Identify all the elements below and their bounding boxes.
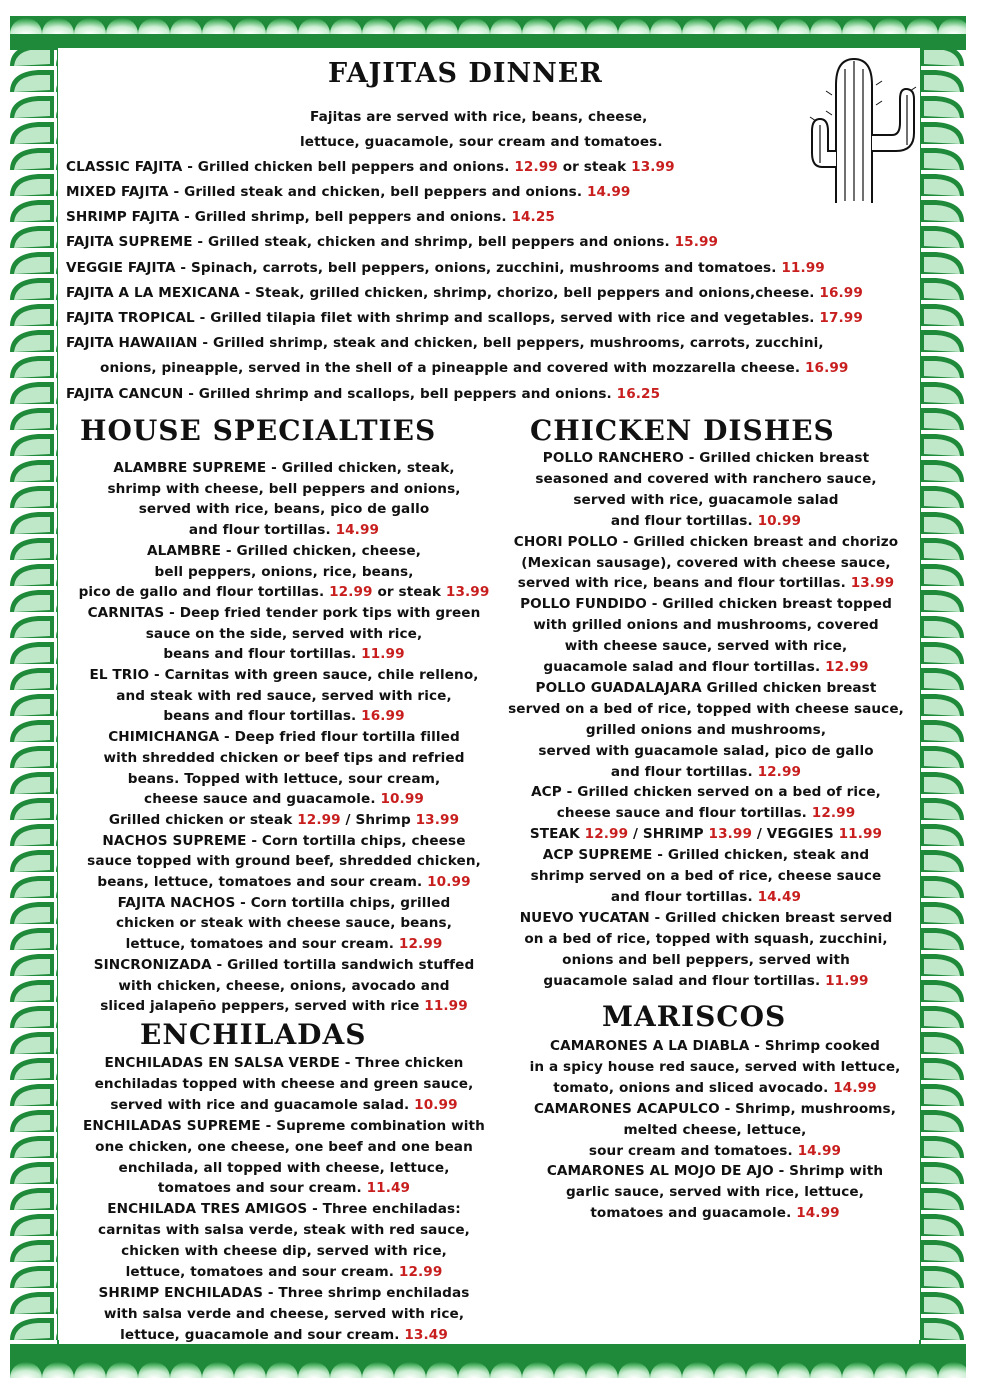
cactus-icon: [808, 55, 920, 205]
fajitas-line: [66, 309, 863, 327]
item-text: garlic sauce, served with rice, lettuce,: [565, 1184, 865, 1201]
item-text: cheese sauce and flour tortillas.: [556, 805, 807, 822]
fajitas-line: [66, 158, 675, 176]
chicken-line: [494, 637, 918, 655]
chicken-line: [494, 825, 918, 843]
mariscos-line: [510, 1058, 920, 1076]
item-text: beans, lettuce, tomatoes and sour cream.: [97, 874, 423, 890]
house-line: [64, 480, 504, 498]
item-text: / Shrimp: [345, 811, 411, 828]
item-text: enchilada, all topped with cheese, lettuce,: [118, 1159, 450, 1176]
house-line: [64, 914, 504, 932]
item-text: ALAMBRE - Grilled chicken, cheese,: [147, 542, 421, 559]
item-text: and steak with red sauce, served with rice,: [116, 687, 452, 704]
item-text: served with rice and guacamole salad.: [110, 1096, 410, 1113]
item-text: POLLO RANCHERO - Grilled chicken breast: [542, 450, 870, 466]
price: 12.99: [811, 805, 856, 822]
item-text: and flour tortillas.: [610, 763, 753, 780]
item-text: CHORI POLLO - Grilled chicken breast and chorizo: [513, 533, 899, 550]
item-text: or steak: [377, 584, 442, 601]
item-text: with shredded chicken or beef tips and refried: [103, 749, 465, 766]
fajitas-line: [66, 233, 718, 251]
chicken-line: [494, 449, 918, 467]
price: 12.99: [584, 826, 629, 843]
item-text: sour cream and tomatoes.: [588, 1142, 793, 1159]
fajitas-line: [66, 385, 660, 403]
item-text: pico de gallo and flour tortillas.: [78, 584, 325, 601]
item-text: FAJITA HAWAIIAN - Grilled shrimp, steak and chicken, bell peppers, mushrooms, carrots, zucchini,: [66, 335, 824, 351]
price: 13.99: [850, 575, 895, 592]
item-text: beans and flour tortillas.: [163, 646, 357, 663]
enchiladas-line: [64, 1200, 504, 1218]
chicken-line: [494, 742, 918, 760]
item-text: served with rice, guacamole salad: [573, 491, 839, 508]
item-text: Grilled chicken or steak: [108, 811, 293, 828]
item-text: lettuce, tomatoes and sour cream.: [125, 1264, 395, 1280]
item-text: guacamole salad and flour tortillas.: [543, 659, 821, 675]
price: 15.99: [674, 234, 719, 250]
item-text: sauce topped with ground beef, shredded chicken,: [87, 853, 481, 870]
item-text: ENCHILADAS EN SALSA VERDE - Three chicken: [104, 1055, 464, 1071]
chicken-line: [494, 616, 918, 634]
item-text: / SHRIMP: [633, 826, 704, 843]
item-text: in a spicy house red sauce, served with lettuce,: [529, 1058, 901, 1075]
item-text: onions, pineapple, served in the shell of a pineapple and covered with mozzarella cheese.: [100, 360, 801, 376]
price: 14.99: [797, 1142, 842, 1159]
house-line: [64, 542, 504, 560]
item-text: or steak: [562, 159, 627, 175]
house-line: [64, 832, 504, 850]
mariscos-line: [510, 1183, 920, 1201]
price: 14.99: [833, 1079, 877, 1096]
item-text: served with rice, beans and flour tortillas.: [517, 575, 846, 592]
price: 14.49: [757, 888, 802, 905]
item-text: FAJITA TROPICAL - Grilled tilapia filet with shrimp and scallops, served with rice and vegetables.: [66, 310, 815, 326]
chicken-line: [494, 804, 918, 822]
mariscos-line: [510, 1121, 920, 1139]
price: 11.99: [424, 998, 468, 1015]
house-line: [64, 749, 504, 767]
item-text: STEAK: [529, 826, 580, 843]
price: 12.99: [757, 763, 802, 780]
item-text: ENCHILADAS SUPREME - Supreme combination with: [83, 1117, 485, 1134]
chicken-line: [494, 595, 918, 613]
item-text: chicken or steak with cheese sauce, beans,: [115, 915, 452, 932]
house-line: [64, 997, 504, 1015]
house-line: [64, 645, 504, 663]
item-text: chicken with cheese dip, served with rice,: [121, 1243, 447, 1260]
item-text: ALAMBRE SUPREME - Grilled chicken, steak,: [113, 460, 455, 476]
house-line: [64, 811, 504, 829]
fajitas-line: [66, 183, 630, 201]
item-text: carnitas with salsa verde, steak with red sauce,: [98, 1222, 470, 1239]
house-line: [64, 687, 504, 705]
item-text: ACP SUPREME - Grilled chicken, steak and: [542, 847, 870, 864]
item-text: shrimp served on a bed of rice, cheese sauce: [530, 868, 882, 884]
item-text: CAMARONES AL MOJO DE AJO - Shrimp with: [546, 1163, 884, 1180]
item-text: CAMARONES A LA DIABLA - Shrimp cooked: [550, 1038, 880, 1054]
chicken-line: [494, 763, 918, 781]
price: 11.99: [361, 646, 405, 663]
fajitas-line: [66, 334, 824, 352]
chicken-line: [494, 679, 918, 697]
item-text: lettuce, guacamole and sour cream.: [120, 1326, 400, 1343]
enchiladas-line: [64, 1138, 504, 1156]
fajitas-intro-2: lettuce, guacamole, sour cream and tomatoes.: [300, 134, 663, 150]
house-line: [64, 604, 504, 622]
item-text: and flour tortillas.: [610, 888, 753, 905]
enchiladas-line: [64, 1326, 504, 1344]
item-text: tomato, onions and sliced avocado.: [553, 1079, 829, 1096]
house-line: [64, 935, 504, 953]
price: 11.49: [366, 1180, 411, 1197]
item-text: FAJITA A LA MEXICANA - Steak, grilled chicken, shrimp, chorizo, bell peppers and onions,cheese.: [66, 285, 815, 301]
item-text: ENCHILADA TRES AMIGOS - Three enchiladas:: [107, 1201, 461, 1218]
item-text: beans and flour tortillas.: [163, 708, 357, 725]
chicken-line: [494, 554, 918, 572]
chicken-line: [494, 491, 918, 509]
house-line: [64, 956, 504, 974]
chicken-line: [494, 888, 918, 906]
item-text: sliced jalapeño peppers, served with rice: [100, 998, 420, 1015]
chicken-line: [494, 783, 918, 801]
price: 10.99: [427, 874, 471, 890]
enchiladas-line: [64, 1054, 504, 1072]
price: 13.49: [404, 1326, 448, 1343]
price: 14.99: [586, 184, 631, 200]
fajitas-line: [66, 284, 863, 302]
mariscos-line: [510, 1100, 920, 1118]
mariscos-line: [510, 1204, 920, 1222]
price: 12.99: [297, 811, 341, 828]
price: 12.99: [398, 1264, 443, 1280]
item-text: SINCRONIZADA - Grilled tortilla sandwich stuffed: [93, 956, 475, 973]
house-line: [64, 521, 504, 539]
enchiladas-line: [64, 1305, 504, 1323]
house-line: [64, 790, 504, 808]
enchiladas-title: ENCHILADAS: [140, 1018, 367, 1051]
enchiladas-line: [64, 1242, 504, 1260]
mariscos-title: MARISCOS: [602, 1000, 787, 1033]
enchiladas-line: [64, 1117, 504, 1135]
fajitas-title: FAJITAS DINNER: [328, 58, 603, 89]
mariscos-line: [510, 1037, 920, 1055]
item-text: beans. Topped with lettuce, sour cream,: [127, 770, 441, 787]
chicken-line: [494, 574, 918, 592]
item-text: lettuce, tomatoes and sour cream.: [125, 936, 395, 953]
item-text: (Mexican sausage), covered with cheese sauce,: [521, 554, 891, 571]
chicken-line: [494, 533, 918, 551]
price: 14.25: [511, 209, 555, 225]
item-text: POLLO GUADALAJARA Grilled chicken breast: [535, 679, 877, 696]
price: 17.99: [819, 310, 863, 326]
price: 10.99: [414, 1096, 458, 1113]
item-text: SHRIMP FAJITA - Grilled shrimp, bell peppers and onions.: [66, 209, 507, 225]
price: 12.99: [825, 659, 869, 675]
item-text: seasoned and covered with ranchero sauce,: [535, 470, 877, 487]
chicken-line: [494, 951, 918, 969]
house-line: [64, 770, 504, 788]
mariscos-line: [510, 1142, 920, 1160]
fajitas-intro-1: Fajitas are served with rice, beans, cheese,: [310, 109, 648, 125]
item-text: / VEGGIES: [756, 826, 834, 843]
item-text: NUEVO YUCATAN - Grilled chicken breast served: [519, 909, 893, 926]
mariscos-line: [510, 1079, 920, 1097]
chicken-line: [494, 470, 918, 488]
item-text: POLLO FUNDIDO - Grilled chicken breast topped: [520, 596, 892, 613]
item-text: with chicken, cheese, onions, avocado and: [118, 977, 450, 994]
house-line: [64, 500, 504, 518]
chicken-line: [494, 867, 918, 885]
item-text: and flour tortillas.: [188, 522, 331, 539]
item-text: grilled onions and mushrooms,: [585, 721, 827, 738]
item-text: EL TRIO - Carnitas with green sauce, chile relleno,: [89, 667, 479, 683]
enchiladas-line: [64, 1263, 504, 1281]
item-text: SHRIMP ENCHILADAS - Three shrimp enchiladas: [98, 1284, 470, 1301]
chicken-line: [494, 658, 918, 676]
house-line: [64, 563, 504, 581]
price: 11.99: [825, 972, 869, 989]
fajitas-line: [66, 208, 555, 226]
house-line: [64, 459, 504, 477]
chicken-line: [494, 972, 918, 990]
mariscos-line: [510, 1162, 920, 1180]
chicken-line: [494, 930, 918, 948]
item-text: MIXED FAJITA - Grilled steak and chicken, bell peppers and onions.: [66, 184, 583, 200]
house-line: [64, 583, 504, 601]
house-specialties-title: HOUSE SPECIALTIES: [80, 414, 437, 447]
chicken-line: [494, 909, 918, 927]
price: 16.25: [616, 386, 661, 402]
item-text: served with rice, beans, pico de gallo: [138, 501, 430, 518]
item-text: CARNITAS - Deep fried tender pork tips with green: [87, 604, 481, 621]
price: 10.99: [757, 512, 802, 529]
item-text: guacamole salad and flour tortillas.: [543, 972, 821, 989]
item-text: cheese sauce and guacamole.: [144, 791, 376, 808]
item-text: VEGGIE FAJITA - Spinach, carrots, bell peppers, onions, zucchini, mushrooms and tomatoes.: [66, 260, 777, 276]
item-text: served on a bed of rice, topped with cheese sauce,: [508, 700, 904, 717]
enchiladas-line: [64, 1284, 504, 1302]
item-text: melted cheese, lettuce,: [623, 1121, 807, 1138]
chicken-line: [494, 846, 918, 864]
price: 14.99: [335, 522, 380, 539]
house-line: [64, 707, 504, 725]
enchiladas-line: [64, 1179, 504, 1197]
house-line: [64, 894, 504, 912]
item-text: bell peppers, onions, rice, beans,: [154, 563, 414, 580]
item-text: FAJITA NACHOS - Corn tortilla chips, grilled: [117, 894, 451, 911]
price: 16.99: [361, 708, 405, 725]
item-text: with salsa verde and cheese, served with rice,: [103, 1305, 465, 1322]
chicken-line: [494, 512, 918, 530]
chicken-line: [494, 721, 918, 739]
item-text: on a bed of rice, topped with squash, zucchini,: [524, 930, 888, 947]
price: 11.99: [838, 826, 883, 843]
enchiladas-line: [64, 1075, 504, 1093]
price: 13.99: [445, 584, 490, 601]
price: 10.99: [380, 791, 424, 808]
house-line: [64, 728, 504, 746]
item-text: CHIMICHANGA - Deep fried flour tortilla filled: [108, 729, 460, 746]
price: 16.99: [819, 285, 863, 301]
fajitas-line: [100, 359, 848, 377]
item-text: tomatoes and sour cream.: [157, 1180, 362, 1197]
chicken-dishes-title: CHICKEN DISHES: [530, 414, 835, 447]
price: 14.99: [796, 1205, 840, 1222]
item-text: enchiladas topped with cheese and green sauce,: [94, 1075, 474, 1092]
item-text: sauce on the side, served with rice,: [145, 625, 423, 642]
price: 11.99: [781, 260, 825, 276]
price: 12.99: [514, 159, 558, 175]
item-text: and flour tortillas.: [610, 512, 753, 529]
house-line: [64, 852, 504, 870]
item-text: with cheese sauce, served with rice,: [564, 638, 848, 655]
item-text: onions and bell peppers, served with: [562, 951, 850, 968]
price: 13.99: [415, 811, 460, 828]
enchiladas-line: [64, 1221, 504, 1239]
enchiladas-line: [64, 1159, 504, 1177]
item-text: tomatoes and guacamole.: [590, 1205, 792, 1222]
item-text: served with guacamole salad, pico de gallo: [538, 742, 874, 759]
price: 12.99: [398, 936, 443, 953]
item-text: with grilled onions and mushrooms, covered: [533, 617, 879, 634]
house-line: [64, 873, 504, 891]
item-text: CLASSIC FAJITA - Grilled chicken bell peppers and onions.: [66, 159, 510, 175]
item-text: CAMARONES ACAPULCO - Shrimp, mushrooms,: [533, 1100, 896, 1117]
item-text: NACHOS SUPREME - Corn tortilla chips, cheese: [102, 832, 466, 849]
house-line: [64, 977, 504, 995]
price: 13.99: [631, 159, 675, 175]
fajitas-line: [66, 259, 825, 277]
house-line: [64, 625, 504, 643]
price: 16.99: [804, 360, 849, 376]
price: 12.99: [329, 584, 373, 601]
item-text: FAJITA CANCUN - Grilled shrimp and scallops, bell peppers and onions.: [66, 386, 612, 402]
house-line: [64, 666, 504, 684]
enchiladas-line: [64, 1096, 504, 1114]
chicken-line: [494, 700, 918, 718]
item-text: FAJITA SUPREME - Grilled steak, chicken and shrimp, bell peppers and onions.: [66, 234, 670, 250]
price: 13.99: [708, 826, 753, 843]
item-text: ACP - Grilled chicken served on a bed of rice,: [531, 784, 881, 801]
item-text: one chicken, one cheese, one beef and one bean: [95, 1138, 473, 1155]
item-text: shrimp with cheese, bell peppers and onions,: [107, 480, 461, 497]
